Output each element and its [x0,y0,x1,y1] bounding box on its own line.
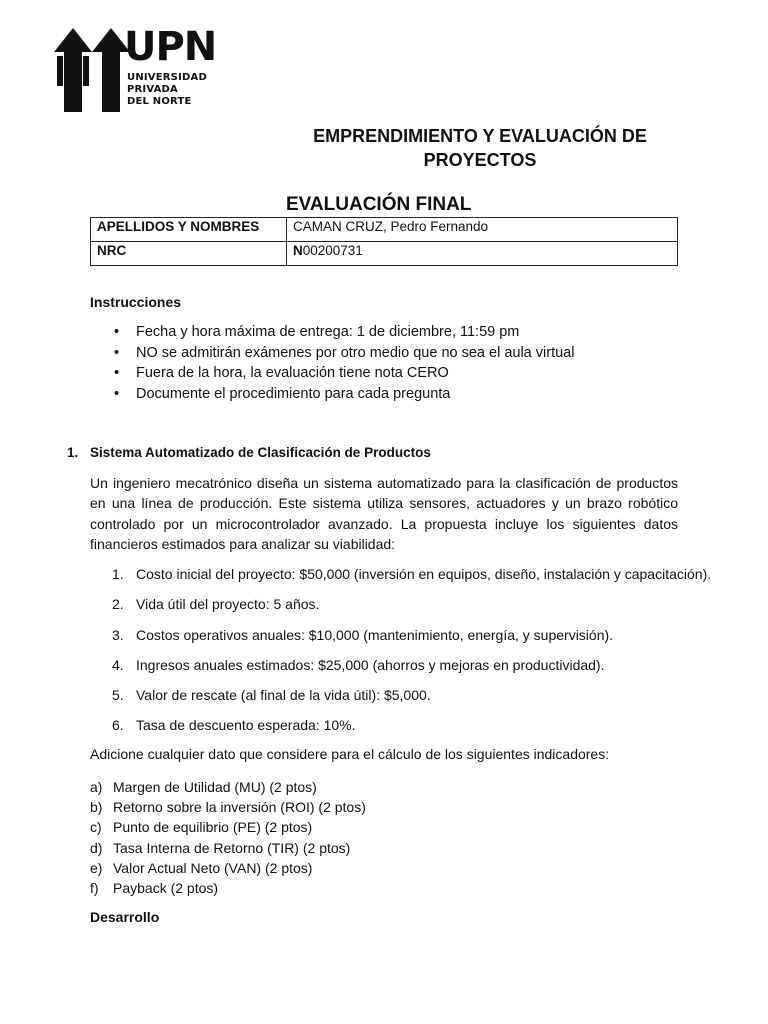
instructions-list [90,322,736,404]
item-text: Valor Actual Neto (VAN) (2 ptos) [113,859,313,876]
logo-line: DEL NORTE [127,96,192,107]
item-text: Ingresos anuales estimados: $25,000 (ahorros y mejoras en productividad). [136,656,605,673]
item-letter: c) [90,819,102,836]
list-item: • Fuera de la hora, la evaluación tiene nota CERO [136,363,736,384]
item-number: 4. [112,656,124,673]
item-text: Tasa Interna de Retorno (TIR) (2 ptos) [113,839,351,856]
item-text: Costo inicial del proyecto: $50,000 (inversión en equipos, diseño, instalación y capacitación). [136,566,712,582]
list-item [90,777,366,797]
table-row [91,242,678,266]
table-key: NRC [91,242,287,266]
student-info-table [90,217,678,266]
item-text: Punto de equilibrio (PE) (2 ptos) [113,819,313,836]
question-title: Sistema Automatizado de Clasificación de Productos [90,445,431,460]
table-value [287,242,678,266]
instructions-title: Instrucciones [90,294,182,310]
item-letter: e) [90,859,103,876]
list-item [90,858,366,878]
list-item: • NO se admitirán exámenes por otro medio que no sea el aula virtual [136,343,736,364]
item-text: Payback (2 ptos) [113,880,219,897]
question-heading [67,445,431,460]
item-text: Margen de Utilidad (MU) (2 ptos) [113,779,317,795]
list-item: • Fecha y hora máxima de entrega: 1 de diciembre, 11:59 pm [136,322,736,343]
item-text: Tasa de descuento esperada: 10%. [136,717,356,734]
list-item [90,797,366,817]
logo-line: UNIVERSIDAD [127,72,207,83]
list-item [90,625,711,655]
item-text: Valor de rescate (al final de la vida útil): $5,000. [136,687,431,704]
item-letter: a) [90,779,103,795]
list-item [90,838,366,858]
item-letter: f) [90,880,99,897]
nrc-prefix: N [293,243,303,258]
list-item [90,878,366,898]
item-text: Vida útil del proyecto: 5 años. [136,596,320,613]
indicators-list [90,777,366,898]
list-item [90,564,711,594]
item-letter: d) [90,839,103,856]
logo-subtext [127,72,207,108]
item-text: Retorno sobre la inversión (ROI) (2 ptos) [113,799,366,816]
item-number: 5. [112,687,124,704]
table-row [91,218,678,242]
table-value: CAMAN CRUZ, Pedro Fernando [287,218,678,242]
document-subtitle: EVALUACIÓN FINAL [286,194,472,215]
question-number: 1. [67,445,79,460]
nrc-number: 00200731 [302,243,363,258]
list-item [90,715,711,745]
logo-line: PRIVADA [127,84,178,95]
list-item [90,594,711,624]
development-heading: Desarrollo [90,909,160,925]
list-item [90,655,711,685]
add-data-text: Adicione cualquier dato que considere para el cálculo de los siguientes indicadores: [90,746,610,762]
item-text: Costos operativos anuales: $10,000 (mantenimiento, energía, y supervisión). [136,626,614,643]
question-paragraph: Un ingeniero mecatrónico diseña un sistema automatizado para la clasificación de productos en una línea de producción. Este sistema utiliza sensores, actuadores y un brazo robótico controlado por un microcontrolador avanzado. La propuesta incluye los siguientes datos financieros estimados para analizar su viabilidad: [90,475,678,553]
list-item: • Documente el procedimiento para cada pregunta [136,384,736,405]
item-number: 3. [112,626,124,643]
item-number: 6. [112,717,124,734]
item-number: 1. [112,566,124,582]
item-letter: b) [90,799,103,816]
item-number: 2. [112,596,124,613]
logo-wordmark: UPN [124,24,217,70]
document-title: EMPRENDIMIENTO Y EVALUACIÓN DE PROYECTOS [313,126,647,170]
list-item [90,817,366,837]
table-key: APELLIDOS Y NOMBRES [91,218,287,242]
list-item [90,685,711,715]
financial-data-list [90,564,711,746]
